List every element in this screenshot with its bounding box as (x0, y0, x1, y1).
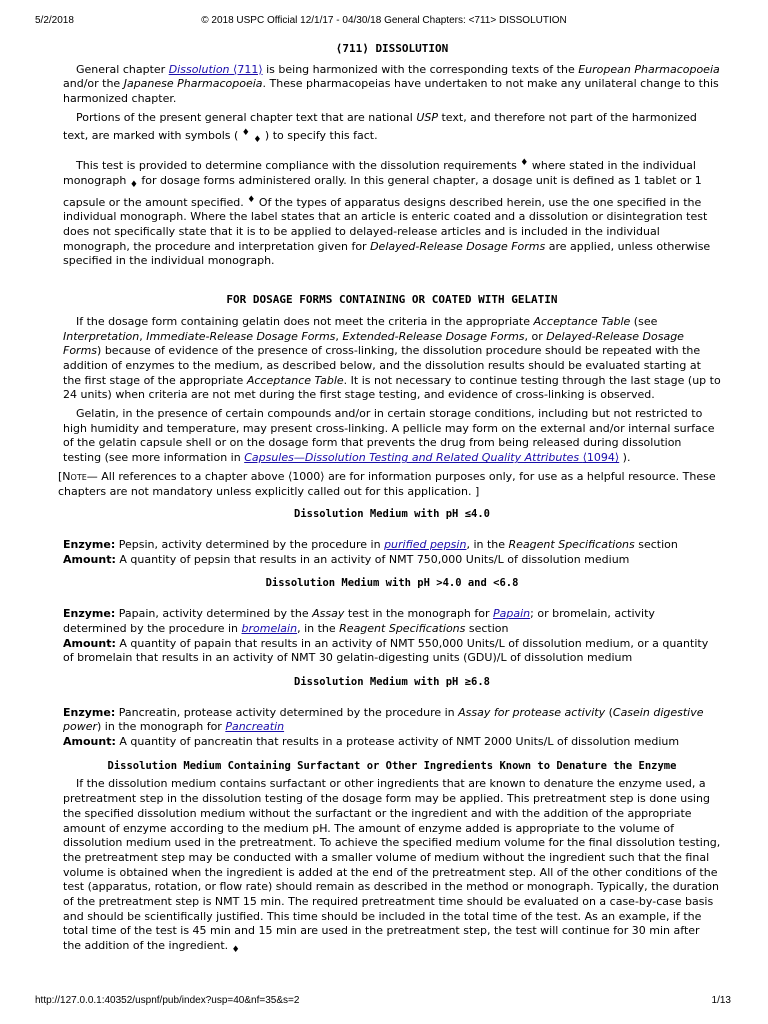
diamond-open-icon: ♦ (247, 194, 256, 205)
gelatin-paragraph-2: Gelatin, in the presence of certain compounds and/or in certain storage conditions, including but not restricted to high humidity and temperature, may present cross-linking. A pellicle may form on the external and/or internal surface of the gelatin capsule shell or on the dosage form that prevents the drug from being released during dissolution testing (see more information in Capsules—Dissolution Testing and Related Quality Attributes ⟨1094⟩ ). (63, 407, 715, 465)
page-number: 1/13 (711, 995, 731, 1006)
ph-4-6-8-enzyme: Enzyme: Papain, activity determined by the Assay test in the monograph for Papain; or bromelain, activity determined by the procedure in bromelain, in the Reagent Specifications section (63, 607, 655, 635)
pancreatin-link[interactable]: Pancreatin (225, 720, 285, 734)
ph-4-6-8-heading: Dissolution Medium with pH >4.0 and <6.8 (265, 577, 519, 590)
intro-paragraph-1: General chapter Dissolution ⟨711⟩ is being harmonized with the corresponding texts of the European Pharmacopoeia and/or the Japanese Pharmacopoeia. These pharmacopeias have undertaken to not make any unilateral change to this harmonized chapter. (63, 62, 720, 106)
ph-6-8-heading: Dissolution Medium with pH ≥6.8 (294, 675, 490, 688)
ph-4-enzyme: Enzyme: Pepsin, activity determined by the procedure in purified pepsin, in the Reagent Specifications section (63, 537, 678, 551)
note-paragraph: [Note— All references to a chapter above ⟨1000⟩ are for information purposes only, for use as a helpful resource. These chapters are not mandatory unless explicitly called out for this application. ] (58, 469, 716, 498)
capsules-1094-link[interactable]: Capsules—Dissolution Testing and Related Quality Attributes ⟨1094⟩ (244, 451, 620, 465)
diamond-close-icon: ♦ (231, 945, 240, 956)
page-footer (0, 995, 768, 1009)
intro-paragraph-2: Portions of the present general chapter text that are national USP text, and therefore not part of the harmonized text, are marked with symbols ( ♦ $_♦$ ) to specify this fact. (63, 110, 697, 145)
ph-6-8-amount: Amount: A quantity of pancreatin that results in a protease activity of NMT 2000 Units/L of dissolution medium (63, 735, 680, 749)
print-date: 5/2/2018 (35, 15, 74, 26)
papain-link[interactable]: Papain (493, 607, 531, 621)
document-body (58, 42, 721, 958)
gelatin-section-heading: FOR DOSAGE FORMS CONTAINING OR COATED WITH GELATIN (226, 293, 558, 307)
diamond-close-icon: ♦ (253, 134, 262, 145)
page-header (0, 15, 768, 29)
bromelain-link[interactable]: bromelain (241, 621, 298, 635)
gelatin-paragraph-1: If the dosage form containing gelatin does not meet the criteria in the appropriate Acceptance Table (see Interpretation, Immediate-Release Dosage Forms, Extended-Release Dosage Forms, or Delayed-Release Dosage Forms) because of evidence of the presence of cross-linking, the dissolution procedure should be repeated with the addition of enzymes to the medium, as described below, and the dissolution results should be evaluated starting at the first stage of the appropriate Acceptance Table. It is not necessary to continue testing through the last stage (up to 24 units) when criteria are not met during the first stage testing, and evidence of cross-linking is observed. (63, 314, 721, 402)
ph-4-amount: Amount: A quantity of pepsin that results in an activity of NMT 750,000 Units/L of dissolution medium (63, 552, 630, 566)
surfactant-paragraph: If the dissolution medium contains surfactant or other ingredients that are known to denature the enzyme used, a pretreatment step in the dissolution testing of the dosage form may be applied. This pretreatment step is done using the specified dissolution medium without the surfactant or the ingredient and with the addition of the appropriate amount of enzyme according to the medium pH. The amount of enzyme added is appropriate to the volume of dissolution medium used in the pretreatment. To achieve the specified medium volume for the final dissolution testing, the pretreatment step may be conducted with a smaller volume of medium without the ingredient such that the final volume is obtained when the ingredient is added at the end of the pretreatment step. All of the other conditions of the test (apparatus, rotation, or flow rate) should remain as described in the method or monograph. Typically, the duration of the pretreatment step is NMT 15 min. The required pretreatment time should be evaluated on a case-by-case basis and should be scientifically justified. This time should be included in the total time of the test. As an example, if the total time of the test is 45 min and 15 min are used in the pretreatment step, the test will continue for 30 min after the addition of the ingredient. $_♦$ (63, 777, 721, 956)
surfactant-heading: Dissolution Medium Containing Surfactant or Other Ingredients Known to Denature the Enzyme (107, 759, 677, 772)
dissolution-711-link[interactable]: Dissolution ⟨711⟩ (168, 62, 263, 76)
diamond-open-icon: ♦ (520, 158, 529, 169)
note-label: Note (62, 469, 87, 483)
ph-4-6-8-amount: Amount: A quantity of papain that results in an activity of NMT 550,000 Units/L of dissolution medium, or a quantity of bromelain that results in an activity of NMT 30 gelatin-digesting units (GDU)/L of dissolution medium (63, 636, 709, 665)
page-url: http://127.0.0.1:40352/uspnf/pub/index?usp=40&nf=35&s=2 (35, 995, 300, 1006)
print-title: © 2018 USPC Official 12/1/17 - 04/30/18 General Chapters: <711> DISSOLUTION (201, 15, 567, 26)
ph-6-8-enzyme: Enzyme: Pancreatin, protease activity determined by the procedure in Assay for protease activity (Casein digestive power) in the monograph for Pancreatin (63, 705, 704, 734)
ph-4-heading: Dissolution Medium with pH ≤4.0 (294, 508, 490, 521)
intro-paragraph-3: This test is provided to determine compliance with the dissolution requirements ♦ where stated in the individual monograph $_♦$ for dosage forms administered orally. In this general chapter, a dosage unit is defined as 1 tablet or 1 capsule or the amount specified. ♦ Of the types of apparatus designs described herein, use the one specified in the individual monograph. Where the label states that an article is enteric coated and a dissolution or disintegration test does not specifically state that it is to be applied to delayed-release articles and is included in the individual monograph, the procedure and interpretation given for Delayed-Release Dosage Forms are applied, unless otherwise specified in the individual monograph. (63, 158, 711, 268)
diamond-open-icon: ♦ (241, 127, 250, 138)
diamond-close-icon: ♦ (129, 179, 138, 190)
purified-pepsin-link[interactable]: purified pepsin (384, 537, 467, 551)
chapter-title: ⟨711⟩ DISSOLUTION (335, 42, 449, 55)
